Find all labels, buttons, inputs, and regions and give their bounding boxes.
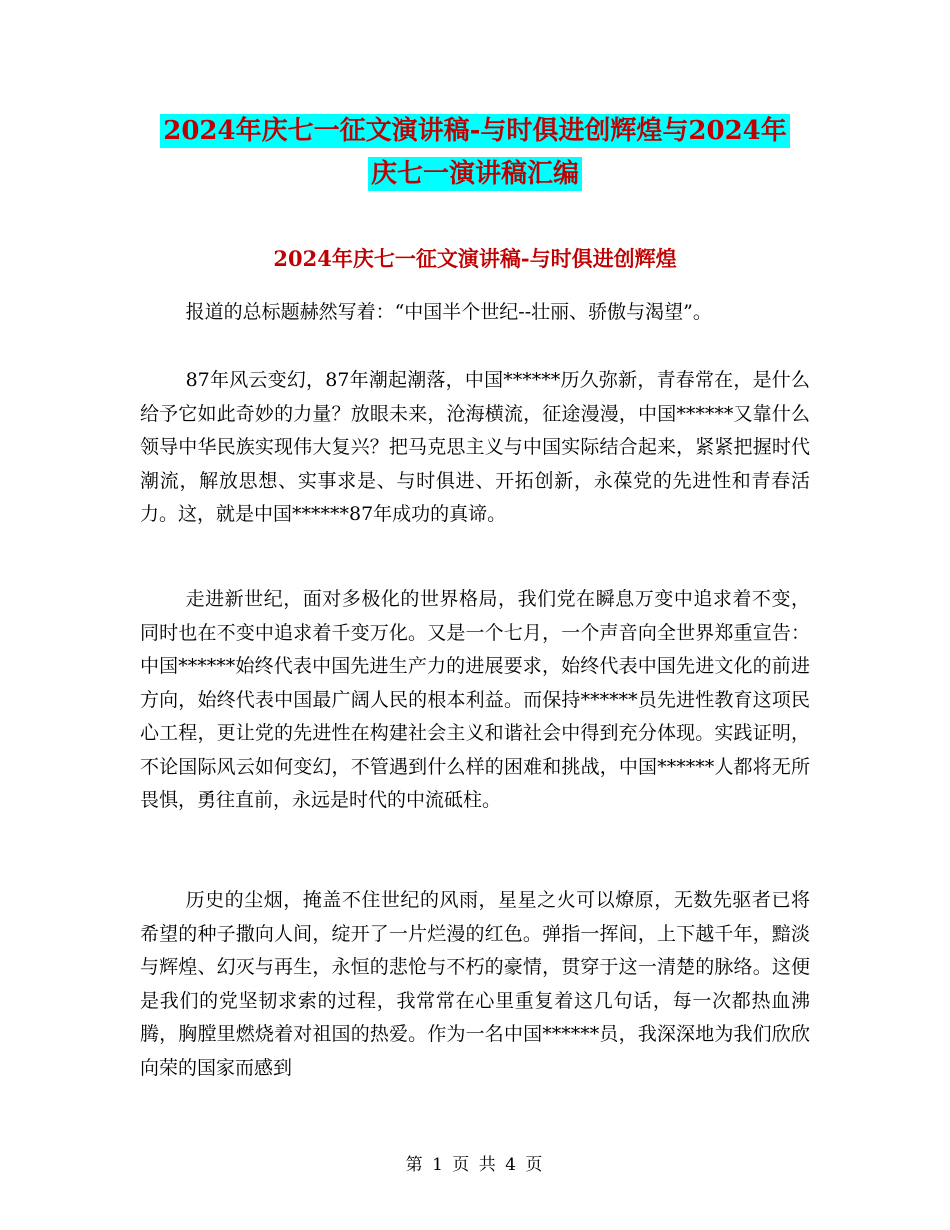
paragraph-1: 报道的总标题赫然写着：“中国半个世纪--壮丽、骄傲与渴望”。 [185, 301, 712, 323]
paragraph-3: 走进新世纪，面对多极化的世界格局，我们党在瞬息万变中追求着不变，同时也在不变中追求着千变万化。又是一个七月，一个声音向全世界郑重宣告：中国******始终代表中国先进生产力的进展要求，始终代表中国先进文化的前进方向，始终代表中国最广阔人民的根本利益。而保持******员先进性教育这项民心工程，更让党的先进性在构建社会主义和谐社会中得到充分体现。实践证明，不论国际风云如何变幻，不管遇到什么样的困难和挑战，中国******人都将无所畏惧，勇往直前，永远是时代的中流砥柱。 [140, 588, 810, 811]
main-title-highlight-1: 2024年庆七一征文演讲稿-与时俱进创辉煌与2024年 [160, 114, 790, 148]
paragraph-1-block [140, 296, 810, 330]
page-footer: 第 1 页 共 4 页 [405, 1155, 545, 1175]
section-subtitle: 2024年庆七一征文演讲稿-与时俱进创辉煌 [273, 246, 677, 271]
paragraph-3-block [140, 583, 810, 818]
main-title-line-1 [140, 110, 810, 152]
paragraph-2: 87年风云变幻，87年潮起潮落，中国******历久弥新，青春常在，是什么给予它如此奇妙的力量？放眼未来，沧海横流，征途漫漫，中国******又靠什么领导中华民族实现伟大复兴？把马克思主义与中国实际结合起来，紧紧把握时代潮流，解放思想、实事求是、与时俱进、开拓创新，永葆党的先进性和青春活力。这，就是中国******87年成功的真谛。 [140, 369, 810, 525]
paragraph-4-block [140, 884, 810, 1085]
main-title-line-2 [140, 153, 810, 195]
main-title-highlight-2: 庆七一演讲稿汇编 [368, 157, 582, 191]
paragraph-4: 历史的尘烟，掩盖不住世纪的风雨，星星之火可以燎原，无数先驱者已将希望的种子撒向人间，绽开了一片烂漫的红色。弹指一挥间，上下越千年，黯淡与辉煌、幻灭与再生，永恒的悲怆与不朽的豪情，贯穿于这一清楚的脉络。这便是我们的党坚韧求索的过程，我常常在心里重复着这几句话，每一次都热血沸腾，胸膛里燃烧着对祖国的热爱。作为一名中国******员，我深深地为我们欣欣向荣的国家而感到 [140, 889, 810, 1079]
paragraph-2-block [140, 364, 810, 532]
